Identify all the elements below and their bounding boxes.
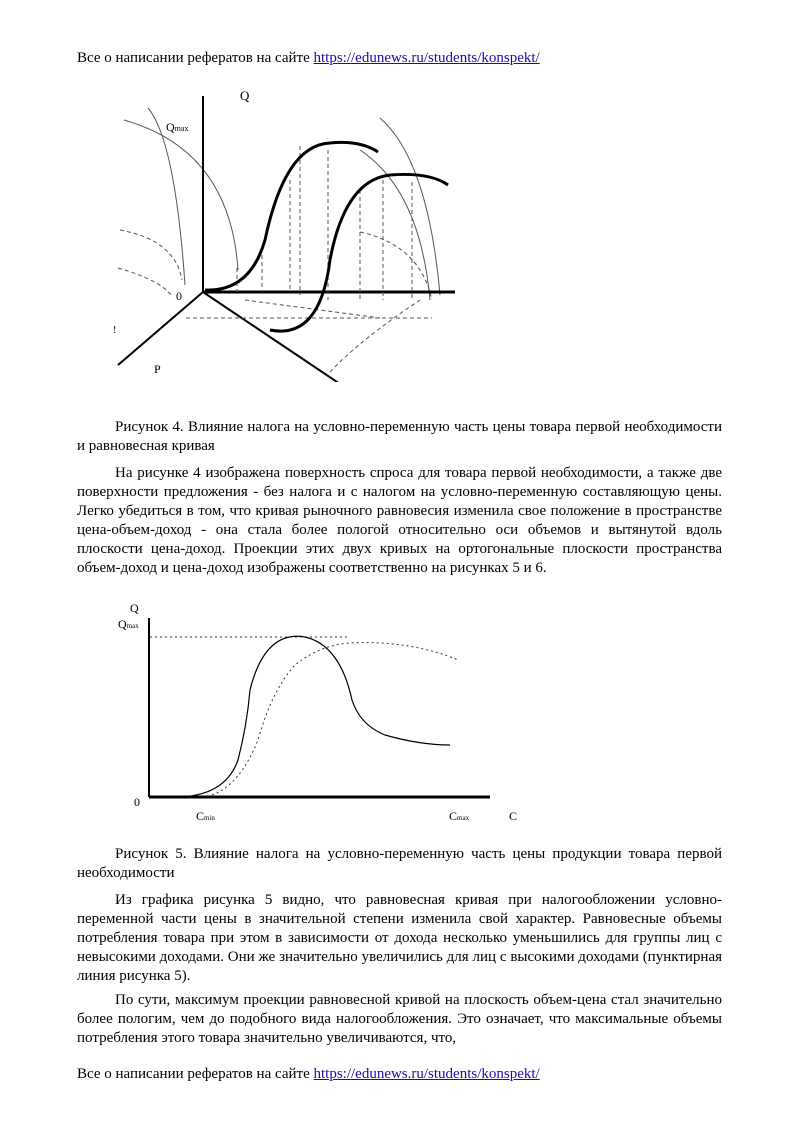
fig5-label-qmax: Qmax (118, 617, 139, 631)
fig4-demand-curve-outer (148, 108, 185, 285)
fig4-demand-curve-right-outer (380, 118, 440, 295)
footer-link[interactable]: https://edunews.ru/students/konspekt/ (313, 1066, 540, 1082)
fig5-label-cmax: Cmax (449, 809, 470, 823)
header-link[interactable]: https://edunews.ru/students/konspekt/ (313, 50, 540, 66)
fig5-label-q: Q (130, 601, 139, 615)
fig5-equilibrium-curve (175, 636, 450, 797)
fig4-demand-curve-right-inner (360, 150, 430, 300)
fig4-dashed-left (120, 230, 182, 280)
paragraph-3: По сути, максимум проекции равновесной кривой на плоскость объем-цена стал значительно более пологим, чем до подобного вида налогообложения. Это означает, что максимальные объемы потребления этого товара значительно увеличиваются, что, (77, 992, 722, 1046)
page-header (77, 49, 540, 68)
fig4-supply-curve-no-tax (205, 142, 378, 290)
fig4-label-p: P (154, 362, 161, 376)
figure-5 (110, 598, 530, 830)
footer-text: Все о написании рефератов на сайте (77, 1066, 310, 1082)
fig5-label-c: C (509, 809, 518, 823)
fig4-dashed-right (360, 232, 432, 300)
fig4-p-axis-right (203, 292, 346, 382)
fig4-demand-curve-inner (124, 120, 238, 270)
fig4-label-zero: 0 (176, 289, 182, 303)
fig4-label-i: ! (113, 325, 117, 336)
fig4-p-axis-left (118, 292, 203, 365)
figure-5-caption: Рисунок 5. Влияние налога на условно-переменную часть цены продукции товара первой необходимости (77, 846, 722, 881)
fig5-tax-curve (212, 643, 458, 795)
fig5-label-zero: 0 (134, 795, 140, 809)
fig4-label-q: Q (240, 88, 250, 103)
paragraph-2: Из графика рисунка 5 видно, что равновесная кривая при налогообложении условно-переменной части цены в значительной степени изменила свой характер. Равновесные объемы потребления товара при этом в зависимости от дохода несколько уменьшились для группы лиц с невысокими доходами. Они же значительно увеличились для лиц с высокими доходами (пунктирная линия рисунка 5). (77, 892, 722, 984)
paragraph-1: На рисунке 4 изображена поверхность спроса для товара первой необходимости, а также две поверхности предложения - без налога и с налогом на условно-переменную составляющую цены. Легко убедиться в том, что кривая рыночного равновесия изменила свое положение в пространстве цена-объем-доход - она стала более пологой относительно оси объемов и вытянутой вдоль плоскости цена-доход. Проекции этих двух кривых на ортогональные плоскости пространства объем-доход и цена-доход изображены соответственно на рисунках 5 и 6. (77, 465, 722, 576)
header-text: Все о написании рефератов на сайте (77, 50, 310, 66)
page-footer (77, 1065, 540, 1084)
fig4-supply-curve-tax (270, 174, 448, 331)
figure-4 (100, 82, 470, 382)
fig4-label-qmax: Qmax (166, 120, 189, 134)
fig4-dashed-left2 (118, 268, 172, 296)
figure-4-caption: Рисунок 4. Влияние налога на условно-переменную часть цены товара первой необходимости и равновесная кривая (77, 419, 722, 454)
fig5-label-cmin: Cmin (196, 809, 215, 823)
